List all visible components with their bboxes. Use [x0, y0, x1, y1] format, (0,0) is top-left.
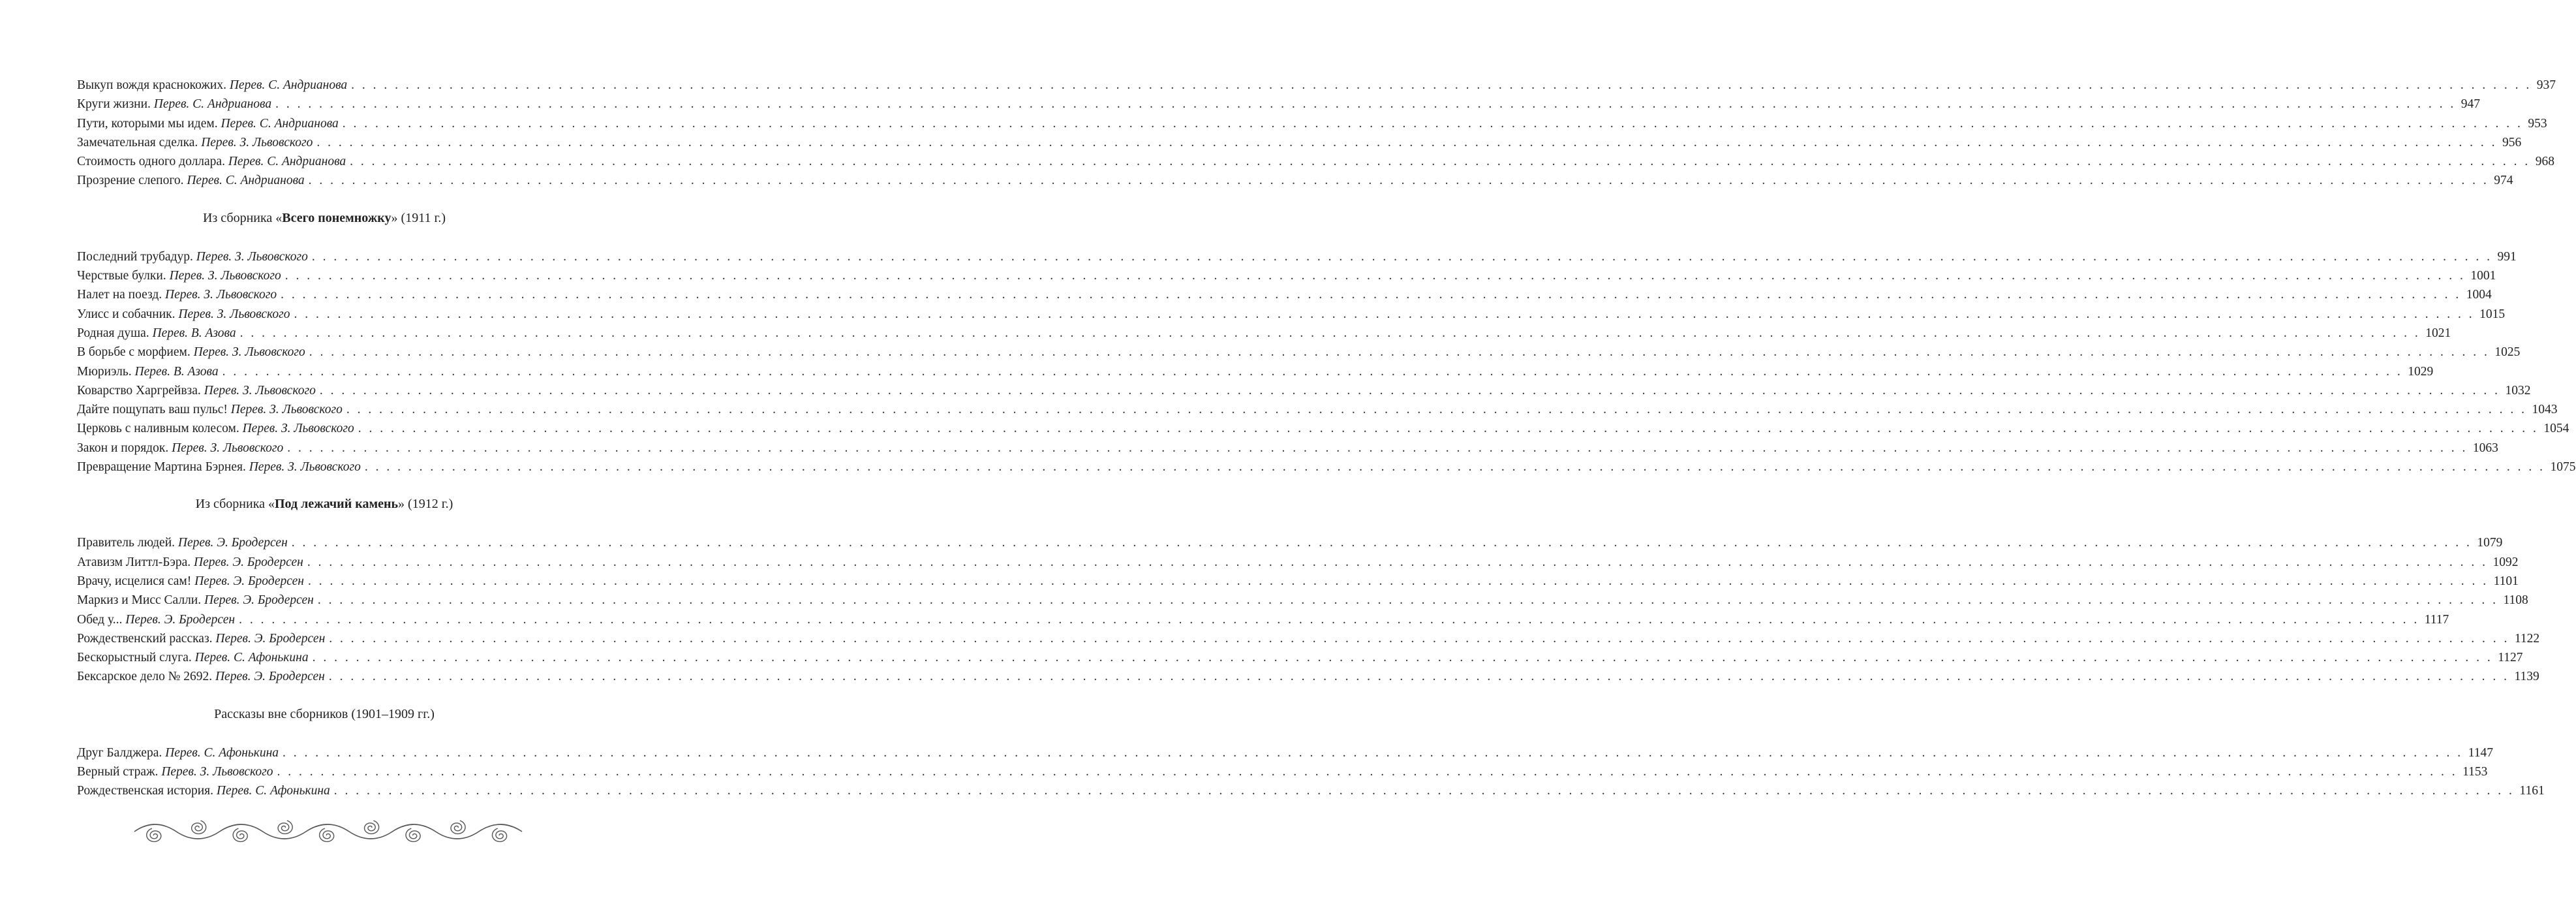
- toc-entry-text: [77, 743, 279, 762]
- toc-entry[interactable]: [77, 553, 2519, 572]
- translator: Перев. З. Львовского: [178, 307, 290, 321]
- toc-entry[interactable]: [77, 76, 2556, 95]
- toc-entry-text: [77, 458, 361, 476]
- toc-entry-text: [77, 305, 290, 324]
- story-title: Верный страж.: [77, 765, 159, 779]
- translator: Перев. Э. Бродерсен: [204, 593, 314, 608]
- story-title: Родная душа.: [77, 326, 149, 340]
- scroll-wave-ornament: [133, 813, 522, 850]
- page-number: 956: [2502, 135, 2522, 149]
- dot-leader: . . . . . . . . . . . . . . . . . . . . . . . . . . . . . . . . . . . . . . . . . . . . . . . . . . . . . . . . . . . . . . . . . . . . . . . . . . . . . . . . . . . . . . . . . . . . . . . . . . . . . . . . . . . . . . . . . . . . . . . . . . . . . . . . . . . . . . . . . . . . . . . . . . . . . . . . . . . . . . . . . . . . . . . . . . . . . . . . . . . . . . . . . . . . . . . . . . . . . . . .: [308, 174, 2489, 188]
- page-number: 947: [2461, 97, 2480, 112]
- toc-entry[interactable]: [77, 591, 2528, 610]
- toc-entry-text: [77, 419, 354, 438]
- toc-section: [77, 495, 2540, 686]
- toc-entry[interactable]: [77, 781, 2545, 800]
- translator: Перев. С. Афонькина: [165, 745, 279, 760]
- ornament-spiral: [406, 828, 420, 841]
- page-number: 1108: [2503, 593, 2528, 608]
- toc-entry[interactable]: [77, 152, 2555, 171]
- section-heading: [77, 209, 572, 228]
- page-number: 1043: [2532, 403, 2558, 417]
- toc-entry-text: [77, 133, 313, 152]
- translator: Перев. З. Львовского: [204, 383, 316, 398]
- toc-entry[interactable]: [77, 439, 2498, 458]
- story-title: Круги жизни.: [77, 97, 151, 112]
- toc-entry-text: [77, 781, 330, 800]
- dot-leader: . . . . . . . . . . . . . . . . . . . . . . . . . . . . . . . . . . . . . . . . . . . . . . . . . . . . . . . . . . . . . . . . . . . . . . . . . . . . . . . . . . . . . . . . . . . . . . . . . . . . . . . . . . . . . . . . . . . . . . . . . . . . . . . . . . . . . . . . . . . . . . . . . . . . . . . . . . . . . . . . . . . . . . . . . . . . . . . . . . . . . . . . . . . . . . . . . . . . . . . .: [291, 536, 2472, 550]
- dot-leader: . . . . . . . . . . . . . . . . . . . . . . . . . . . . . . . . . . . . . . . . . . . . . . . . . . . . . . . . . . . . . . . . . . . . . . . . . . . . . . . . . . . . . . . . . . . . . . . . . . . . . . . . . . . . . . . . . . . . . . . . . . . . . . . . . . . . . . . . . . . . . . . . . . . . . . . . . . . . . . . . . . . . . . . . . . . . . . . . . . . . . . . . . . . . . . . . . . . . . . . .: [307, 574, 2489, 588]
- ornament-spiral: [365, 820, 379, 834]
- section-heading-suffix: » (1911 г.): [391, 210, 446, 225]
- translator: Перев. С. Афонькина: [216, 784, 330, 798]
- translator: Перев. Э. Бродерсен: [193, 555, 303, 569]
- ornament-spiral: [451, 820, 465, 834]
- collection-title: Всего понемножку: [282, 210, 391, 225]
- translator: Перев. В. Азова: [134, 364, 219, 379]
- toc-entry-text: [77, 629, 325, 648]
- dot-leader: . . . . . . . . . . . . . . . . . . . . . . . . . . . . . . . . . . . . . . . . . . . . . . . . . . . . . . . . . . . . . . . . . . . . . . . . . . . . . . . . . . . . . . . . . . . . . . . . . . . . . . . . . . . . . . . . . . . . . . . . . . . . . . . . . . . . . . . . . . . . . . . . . . . . . . . . . . . . . . . . . . . . . . . . . . . . . . . . . . . . . . . . . . . . . . . . . . . . . . . .: [317, 593, 2498, 608]
- toc-entry-text: [77, 381, 316, 400]
- toc-entry-text: [77, 247, 308, 266]
- ornament-spiral: [278, 820, 292, 834]
- toc-entry[interactable]: [77, 305, 2506, 324]
- page-number: 1015: [2479, 307, 2506, 321]
- page-number: 1032: [2505, 383, 2531, 398]
- translator: Перев. Э. Бродерсен: [215, 670, 325, 684]
- section-heading-suffix: » (1912 г.): [398, 497, 453, 512]
- toc-entry-text: [77, 285, 277, 304]
- page-number: 1161: [2519, 784, 2545, 798]
- story-title: Дайте пощупать ваш пульс!: [77, 403, 228, 417]
- page-number: 1153: [2462, 765, 2488, 779]
- toc-entry[interactable]: [77, 400, 2558, 419]
- toc-entry-text: [77, 400, 343, 419]
- story-title: Закон и порядок.: [77, 441, 169, 455]
- story-title: Мюриэль.: [77, 364, 132, 379]
- translator: Перев. В. Азова: [152, 326, 236, 340]
- toc-entry[interactable]: [77, 458, 2576, 476]
- page-number: 1117: [2424, 612, 2449, 627]
- dot-leader: . . . . . . . . . . . . . . . . . . . . . . . . . . . . . . . . . . . . . . . . . . . . . . . . . . . . . . . . . . . . . . . . . . . . . . . . . . . . . . . . . . . . . . . . . . . . . . . . . . . . . . . . . . . . . . . . . . . . . . . . . . . . . . . . . . . . . . . . . . . . . . . . . . . . . . . . . . . . . . . . . . . . . . . . . . . . . . . . . . . . . . . . . . . . . . . . . . . . . . . .: [287, 441, 2468, 455]
- toc-entry-text: [77, 114, 339, 133]
- page-number: 1075: [2550, 460, 2576, 475]
- dot-leader: . . . . . . . . . . . . . . . . . . . . . . . . . . . . . . . . . . . . . . . . . . . . . . . . . . . . . . . . . . . . . . . . . . . . . . . . . . . . . . . . . . . . . . . . . . . . . . . . . . . . . . . . . . . . . . . . . . . . . . . . . . . . . . . . . . . . . . . . . . . . . . . . . . . . . . . . . . . . . . . . . . . . . . . . . . . . . . . . . . . . . . . . . . . . . . . . . . . . . . . .: [311, 249, 2492, 264]
- translator: Перев. Э. Бродерсен: [194, 574, 304, 588]
- story-title: Улисс и собачник.: [77, 307, 176, 321]
- page-number: 1054: [2543, 422, 2569, 436]
- dot-leader: . . . . . . . . . . . . . . . . . . . . . . . . . . . . . . . . . . . . . . . . . . . . . . . . . . . . . . . . . . . . . . . . . . . . . . . . . . . . . . . . . . . . . . . . . . . . . . . . . . . . . . . . . . . . . . . . . . . . . . . . . . . . . . . . . . . . . . . . . . . . . . . . . . . . . . . . . . . . . . . . . . . . . . . . . . . . . . . . . . . . . . . . . . . . . . . . . . . . . . . .: [358, 422, 2539, 436]
- story-title: Выкуп вождя краснокожих.: [77, 78, 226, 92]
- story-title: Маркиз и Мисс Салли.: [77, 593, 202, 608]
- story-title: Замечательная сделка.: [77, 135, 198, 149]
- toc-entry-text: [77, 533, 288, 552]
- dot-leader: . . . . . . . . . . . . . . . . . . . . . . . . . . . . . . . . . . . . . . . . . . . . . . . . . . . . . . . . . . . . . . . . . . . . . . . . . . . . . . . . . . . . . . . . . . . . . . . . . . . . . . . . . . . . . . . . . . . . . . . . . . . . . . . . . . . . . . . . . . . . . . . . . . . . . . . . . . . . . . . . . . . . . . . . . . . . . . . . . . . . . . . . . . . . . . . . . . . . . . . .: [319, 383, 2500, 398]
- toc-section: [77, 705, 2545, 801]
- toc-entry[interactable]: [77, 533, 2503, 552]
- page-number: 1029: [2408, 364, 2434, 379]
- translator: Перев. С. Андрианова: [228, 155, 346, 169]
- dot-leader: . . . . . . . . . . . . . . . . . . . . . . . . . . . . . . . . . . . . . . . . . . . . . . . . . . . . . . . . . . . . . . . . . . . . . . . . . . . . . . . . . . . . . . . . . . . . . . . . . . . . . . . . . . . . . . . . . . . . . . . . . . . . . . . . . . . . . . . . . . . . . . . . . . . . . . . . . . . . . . . . . . . . . . . . . . . . . . . . . . . . . . . . . . . . . . . . . . . . . . . .: [284, 269, 2466, 283]
- page-number: 1147: [2468, 745, 2493, 760]
- dot-leader: . . . . . . . . . . . . . . . . . . . . . . . . . . . . . . . . . . . . . . . . . . . . . . . . . . . . . . . . . . . . . . . . . . . . . . . . . . . . . . . . . . . . . . . . . . . . . . . . . . . . . . . . . . . . . . . . . . . . . . . . . . . . . . . . . . . . . . . . . . . . . . . . . . . . . . . . . . . . . . . . . . . . . . . . . . . . . . . . . . . . . . . . . . . . . . . . . . . . . . . .: [312, 651, 2493, 665]
- dot-leader: . . . . . . . . . . . . . . . . . . . . . . . . . . . . . . . . . . . . . . . . . . . . . . . . . . . . . . . . . . . . . . . . . . . . . . . . . . . . . . . . . . . . . . . . . . . . . . . . . . . . . . . . . . . . . . . . . . . . . . . . . . . . . . . . . . . . . . . . . . . . . . . . . . . . . . . . . . . . . . . . . . . . . . . . . . . . . . . . . . . . . . . . . . . . . . . . . . . . . . . .: [333, 784, 2515, 798]
- toc-entry[interactable]: [77, 343, 2521, 362]
- toc-section: [77, 209, 2576, 477]
- story-title: Последний трубадур.: [77, 249, 193, 264]
- story-title: Налет на поезд.: [77, 288, 162, 302]
- toc-entry[interactable]: [77, 419, 2569, 438]
- story-title: Стоимость одного доллара.: [77, 155, 225, 169]
- dot-leader: . . . . . . . . . . . . . . . . . . . . . . . . . . . . . . . . . . . . . . . . . . . . . . . . . . . . . . . . . . . . . . . . . . . . . . . . . . . . . . . . . . . . . . . . . . . . . . . . . . . . . . . . . . . . . . . . . . . . . . . . . . . . . . . . . . . . . . . . . . . . . . . . . . . . . . . . . . . . . . . . . . . . . . . . . . . . . . . . . . . . . . . . . . . . . . . . . . . . . . . .: [346, 403, 2527, 417]
- toc-entry-text: [77, 362, 219, 381]
- story-title: В борьбе с морфием.: [77, 345, 191, 360]
- dot-leader: . . . . . . . . . . . . . . . . . . . . . . . . . . . . . . . . . . . . . . . . . . . . . . . . . . . . . . . . . . . . . . . . . . . . . . . . . . . . . . . . . . . . . . . . . . . . . . . . . . . . . . . . . . . . . . . . . . . . . . . . . . . . . . . . . . . . . . . . . . . . . . . . . . . . . . . . . . . . . . . . . . . . . . . . . . . . . . . . . . . . . . . . . . . . . . . . . . . . . . . .: [350, 155, 2530, 169]
- section-heading-prefix: Из сборника «: [202, 210, 283, 225]
- story-title: Церковь с наливным колесом.: [77, 422, 239, 436]
- story-title: Рождественский рассказ.: [77, 631, 213, 646]
- table-of-contents: [77, 76, 2576, 801]
- toc-entry[interactable]: [77, 648, 2523, 667]
- section-heading: [77, 495, 572, 514]
- toc-entry-text: [77, 439, 283, 458]
- dot-leader: . . . . . . . . . . . . . . . . . . . . . . . . . . . . . . . . . . . . . . . . . . . . . . . . . . . . . . . . . . . . . . . . . . . . . . . . . . . . . . . . . . . . . . . . . . . . . . . . . . . . . . . . . . . . . . . . . . . . . . . . . . . . . . . . . . . . . . . . . . . . . . . . . . . . . . . . . . . . . . . . . . . . . . . . . . . . . . . . . . . . . . . . . . . . . . . . . . . . . . . .: [342, 116, 2523, 131]
- story-title: Бескорыстный слуга.: [77, 651, 192, 665]
- toc-section: [77, 76, 2556, 191]
- toc-entry[interactable]: [77, 114, 2547, 133]
- toc-entry-text: [77, 762, 273, 781]
- toc-entry-text: [77, 648, 309, 667]
- toc-entry[interactable]: [77, 762, 2488, 781]
- toc-entry[interactable]: [77, 362, 2434, 381]
- toc-entry-text: [77, 266, 281, 285]
- dot-leader: . . . . . . . . . . . . . . . . . . . . . . . . . . . . . . . . . . . . . . . . . . . . . . . . . . . . . . . . . . . . . . . . . . . . . . . . . . . . . . . . . . . . . . . . . . . . . . . . . . . . . . . . . . . . . . . . . . . . . . . . . . . . . . . . . . . . . . . . . . . . . . . . . . . . . . . . . . . . . . . . . . . . . . . . . . . . . . . . . . . . . . . . . . . . . . . . . . . . . . . .: [239, 612, 2419, 627]
- ornament-spiral: [192, 820, 206, 834]
- dot-leader: . . . . . . . . . . . . . . . . . . . . . . . . . . . . . . . . . . . . . . . . . . . . . . . . . . . . . . . . . . . . . . . . . . . . . . . . . . . . . . . . . . . . . . . . . . . . . . . . . . . . . . . . . . . . . . . . . . . . . . . . . . . . . . . . . . . . . . . . . . . . . . . . . . . . . . . . . . . . . . . . . . . . . . . . . . . . . . . . . . . . . . . . . . . . . . . . . . . . . . . .: [239, 326, 2421, 340]
- story-title: Друг Балджера.: [77, 745, 162, 760]
- page-number: 1139: [2514, 670, 2539, 684]
- toc-entry[interactable]: [77, 743, 2493, 762]
- translator: Перев. З. Львовского: [161, 765, 273, 779]
- ornament-spiral: [147, 828, 161, 841]
- toc-entry-text: [77, 152, 346, 171]
- page-number: 937: [2536, 78, 2556, 92]
- toc-entry-text: [77, 553, 303, 572]
- translator: Перев. С. Андрианова: [187, 174, 305, 188]
- toc-entry-text: [77, 95, 271, 114]
- dot-leader: . . . . . . . . . . . . . . . . . . . . . . . . . . . . . . . . . . . . . . . . . . . . . . . . . . . . . . . . . . . . . . . . . . . . . . . . . . . . . . . . . . . . . . . . . . . . . . . . . . . . . . . . . . . . . . . . . . . . . . . . . . . . . . . . . . . . . . . . . . . . . . . . . . . . . . . . . . . . . . . . . . . . . . . . . . . . . . . . . . . . . . . . . . . . . . . . . . . . . . . .: [294, 307, 2475, 321]
- page-number: 1127: [2498, 651, 2523, 665]
- translator: Перев. Э. Бродерсен: [177, 536, 288, 550]
- page-number: 1025: [2494, 345, 2521, 360]
- translator: Перев. З. Львовского: [165, 288, 277, 302]
- story-title: Обед у...: [77, 612, 123, 627]
- translator: Перев. С. Андрианова: [229, 78, 348, 92]
- toc-entry[interactable]: [77, 266, 2496, 285]
- translator: Перев. С. Афонькина: [194, 651, 309, 665]
- toc-entry[interactable]: [77, 572, 2519, 591]
- collection-title: Под лежачий камень: [275, 497, 399, 512]
- dot-leader: . . . . . . . . . . . . . . . . . . . . . . . . . . . . . . . . . . . . . . . . . . . . . . . . . . . . . . . . . . . . . . . . . . . . . . . . . . . . . . . . . . . . . . . . . . . . . . . . . . . . . . . . . . . . . . . . . . . . . . . . . . . . . . . . . . . . . . . . . . . . . . . . . . . . . . . . . . . . . . . . . . . . . . . . . . . . . . . . . . . . . . . . . . . . . . . . . . . . . . . .: [277, 765, 2458, 779]
- toc-entry-text: [77, 572, 304, 591]
- translator: Перев. Э. Бродерсен: [215, 631, 326, 646]
- page-number: 1001: [2470, 269, 2496, 283]
- ornament-spiral: [320, 828, 334, 841]
- ornament-spiral: [233, 828, 247, 841]
- translator: Перев. З. Львовского: [172, 441, 284, 455]
- translator: Перев. С. Андрианова: [153, 97, 272, 112]
- story-title: Черствые булки.: [77, 269, 166, 283]
- story-title: Атавизм Литтл-Бэра.: [77, 555, 191, 569]
- page-number: 1122: [2514, 631, 2540, 646]
- toc-entry-text: [77, 610, 235, 629]
- page-number: 1063: [2472, 441, 2498, 455]
- toc-entry-text: [77, 76, 347, 95]
- story-title: Рождественская история.: [77, 784, 213, 798]
- section-heading: [77, 705, 572, 724]
- story-title: Коварство Харгрейвза.: [77, 383, 201, 398]
- story-title: Правитель людей.: [77, 536, 176, 550]
- toc-entry[interactable]: [77, 667, 2539, 686]
- page-number: 968: [2535, 155, 2555, 169]
- page-number: 1004: [2466, 288, 2492, 302]
- translator: Перев. З. Львовского: [249, 460, 361, 475]
- page-number: 991: [2497, 249, 2517, 264]
- page-number: 974: [2494, 174, 2513, 188]
- translator: Перев. З. Львовского: [201, 135, 313, 149]
- translator: Перев. З. Львовского: [193, 345, 305, 360]
- translator: Перев. З. Львовского: [169, 269, 281, 283]
- story-title: Пути, которыми мы идем.: [77, 116, 218, 131]
- story-title: Прозрение слепого.: [77, 174, 184, 188]
- toc-entry[interactable]: [77, 171, 2513, 190]
- dot-leader: . . . . . . . . . . . . . . . . . . . . . . . . . . . . . . . . . . . . . . . . . . . . . . . . . . . . . . . . . . . . . . . . . . . . . . . . . . . . . . . . . . . . . . . . . . . . . . . . . . . . . . . . . . . . . . . . . . . . . . . . . . . . . . . . . . . . . . . . . . . . . . . . . . . . . . . . . . . . . . . . . . . . . . . . . . . . . . . . . . . . . . . . . . . . . . . . . . . . . . . .: [281, 288, 2461, 302]
- dot-leader: . . . . . . . . . . . . . . . . . . . . . . . . . . . . . . . . . . . . . . . . . . . . . . . . . . . . . . . . . . . . . . . . . . . . . . . . . . . . . . . . . . . . . . . . . . . . . . . . . . . . . . . . . . . . . . . . . . . . . . . . . . . . . . . . . . . . . . . . . . . . . . . . . . . . . . . . . . . . . . . . . . . . . . . . . . . . . . . . . . . . . . . . . . . . . . . . . . . . . . . .: [316, 135, 2497, 149]
- toc-entry[interactable]: [77, 324, 2451, 343]
- dot-leader: . . . . . . . . . . . . . . . . . . . . . . . . . . . . . . . . . . . . . . . . . . . . . . . . . . . . . . . . . . . . . . . . . . . . . . . . . . . . . . . . . . . . . . . . . . . . . . . . . . . . . . . . . . . . . . . . . . . . . . . . . . . . . . . . . . . . . . . . . . . . . . . . . . . . . . . . . . . . . . . . . . . . . . . . . . . . . . . . . . . . . . . . . . . . . . . . . . . . . . . .: [283, 745, 2463, 760]
- dot-leader: . . . . . . . . . . . . . . . . . . . . . . . . . . . . . . . . . . . . . . . . . . . . . . . . . . . . . . . . . . . . . . . . . . . . . . . . . . . . . . . . . . . . . . . . . . . . . . . . . . . . . . . . . . . . . . . . . . . . . . . . . . . . . . . . . . . . . . . . . . . . . . . . . . . . . . . . . . . . . . . . . . . . . . . . . . . . . . . . . . . . . . . . . . . . . . . . . . . . . . . .: [328, 670, 2509, 684]
- translator: Перев. С. Андрианова: [221, 116, 339, 131]
- page-number: 1092: [2492, 555, 2519, 569]
- section-heading-prefix: Рассказы вне сборников (1901–1909 гг.): [214, 706, 435, 721]
- toc-entry[interactable]: [77, 610, 2449, 629]
- page-number: 1101: [2493, 574, 2519, 588]
- dot-leader: . . . . . . . . . . . . . . . . . . . . . . . . . . . . . . . . . . . . . . . . . . . . . . . . . . . . . . . . . . . . . . . . . . . . . . . . . . . . . . . . . . . . . . . . . . . . . . . . . . . . . . . . . . . . . . . . . . . . . . . . . . . . . . . . . . . . . . . . . . . . . . . . . . . . . . . . . . . . . . . . . . . . . . . . . . . . . . . . . . . . . . . . . . . . . . . . . . . . . . . .: [275, 97, 2456, 112]
- story-title: Врачу, исцелися сам!: [77, 574, 192, 588]
- translator: Перев. Э. Бродерсен: [125, 612, 236, 627]
- dot-leader: . . . . . . . . . . . . . . . . . . . . . . . . . . . . . . . . . . . . . . . . . . . . . . . . . . . . . . . . . . . . . . . . . . . . . . . . . . . . . . . . . . . . . . . . . . . . . . . . . . . . . . . . . . . . . . . . . . . . . . . . . . . . . . . . . . . . . . . . . . . . . . . . . . . . . . . . . . . . . . . . . . . . . . . . . . . . . . . . . . . . . . . . . . . . . . . . . . . . . . . .: [307, 555, 2488, 569]
- toc-entry-text: [77, 343, 305, 362]
- story-title: Превращение Мартина Бэрнея.: [77, 460, 246, 475]
- dot-leader: . . . . . . . . . . . . . . . . . . . . . . . . . . . . . . . . . . . . . . . . . . . . . . . . . . . . . . . . . . . . . . . . . . . . . . . . . . . . . . . . . . . . . . . . . . . . . . . . . . . . . . . . . . . . . . . . . . . . . . . . . . . . . . . . . . . . . . . . . . . . . . . . . . . . . . . . . . . . . . . . . . . . . . . . . . . . . . . . . . . . . . . . . . . . . . . . . . . . . . . .: [309, 345, 2490, 360]
- dot-leader: . . . . . . . . . . . . . . . . . . . . . . . . . . . . . . . . . . . . . . . . . . . . . . . . . . . . . . . . . . . . . . . . . . . . . . . . . . . . . . . . . . . . . . . . . . . . . . . . . . . . . . . . . . . . . . . . . . . . . . . . . . . . . . . . . . . . . . . . . . . . . . . . . . . . . . . . . . . . . . . . . . . . . . . . . . . . . . . . . . . . . . . . . . . . . . . . . . . . . . . .: [222, 364, 2403, 379]
- section-heading-prefix: Из сборника «: [195, 497, 275, 512]
- page-number: 1079: [2477, 536, 2503, 550]
- toc-entry[interactable]: [77, 133, 2522, 152]
- toc-entry-text: [77, 324, 236, 343]
- page-number: 1021: [2425, 326, 2451, 340]
- toc-entry[interactable]: [77, 247, 2517, 266]
- dot-leader: . . . . . . . . . . . . . . . . . . . . . . . . . . . . . . . . . . . . . . . . . . . . . . . . . . . . . . . . . . . . . . . . . . . . . . . . . . . . . . . . . . . . . . . . . . . . . . . . . . . . . . . . . . . . . . . . . . . . . . . . . . . . . . . . . . . . . . . . . . . . . . . . . . . . . . . . . . . . . . . . . . . . . . . . . . . . . . . . . . . . . . . . . . . . . . . . . . . . . . . .: [364, 460, 2545, 475]
- toc-entry[interactable]: [77, 629, 2540, 648]
- dot-leader: . . . . . . . . . . . . . . . . . . . . . . . . . . . . . . . . . . . . . . . . . . . . . . . . . . . . . . . . . . . . . . . . . . . . . . . . . . . . . . . . . . . . . . . . . . . . . . . . . . . . . . . . . . . . . . . . . . . . . . . . . . . . . . . . . . . . . . . . . . . . . . . . . . . . . . . . . . . . . . . . . . . . . . . . . . . . . . . . . . . . . . . . . . . . . . . . . . . . . . . .: [351, 78, 2532, 92]
- toc-entry-text: [77, 667, 325, 686]
- ornament-spiral: [492, 828, 506, 841]
- toc-entry-text: [77, 591, 314, 610]
- page-number: 953: [2528, 116, 2547, 131]
- toc-entry[interactable]: [77, 381, 2531, 400]
- translator: Перев. З. Львовского: [242, 422, 354, 436]
- toc-entry[interactable]: [77, 285, 2492, 304]
- story-title: Бексарское дело № 2692.: [77, 670, 213, 684]
- dot-leader: . . . . . . . . . . . . . . . . . . . . . . . . . . . . . . . . . . . . . . . . . . . . . . . . . . . . . . . . . . . . . . . . . . . . . . . . . . . . . . . . . . . . . . . . . . . . . . . . . . . . . . . . . . . . . . . . . . . . . . . . . . . . . . . . . . . . . . . . . . . . . . . . . . . . . . . . . . . . . . . . . . . . . . . . . . . . . . . . . . . . . . . . . . . . . . . . . . . . . . . .: [329, 631, 2509, 646]
- toc-entry-text: [77, 171, 305, 190]
- toc-entry[interactable]: [77, 95, 2480, 114]
- translator: Перев. З. Львовского: [196, 249, 308, 264]
- translator: Перев. З. Львовского: [230, 403, 343, 417]
